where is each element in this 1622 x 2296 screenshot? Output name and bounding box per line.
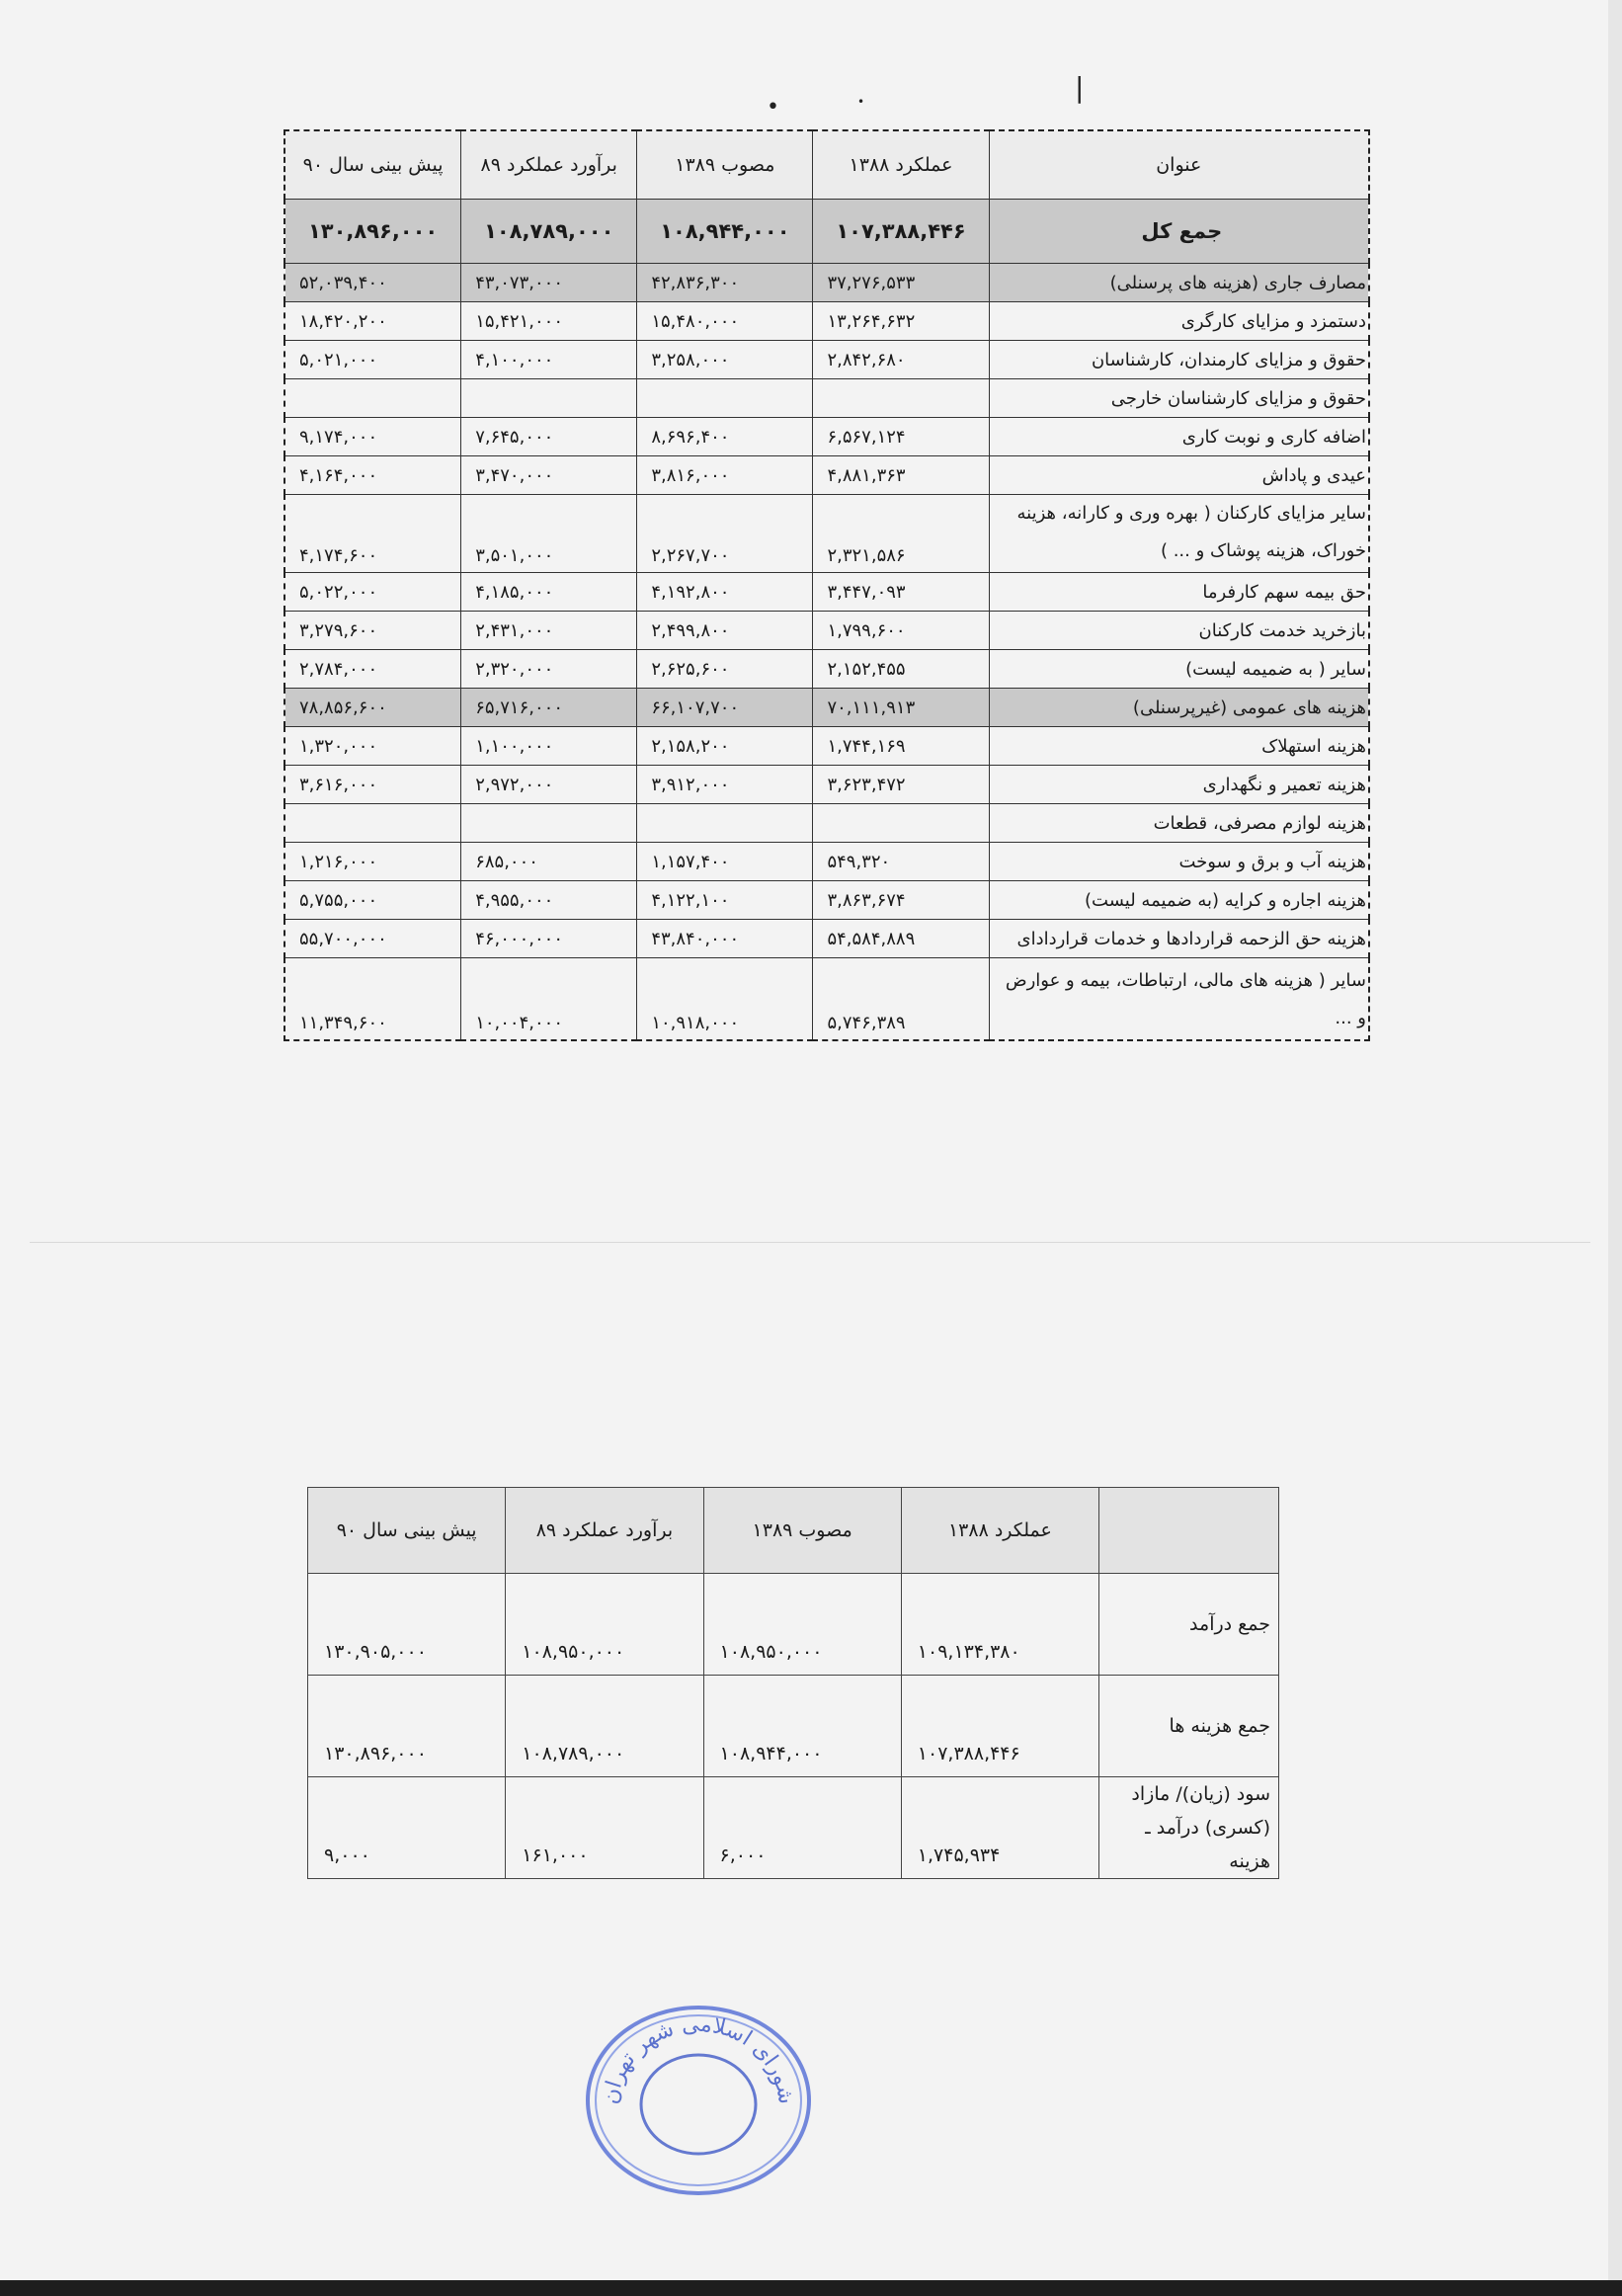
total-actual-88: ۱۰۷,۳۸۸,۴۴۶ bbox=[813, 200, 989, 264]
row-forecast-90: ۱,۳۲۰,۰۰۰ bbox=[284, 727, 461, 766]
scan-mark-stroke: | bbox=[1075, 71, 1085, 104]
row-forecast-90: ۵۲,۰۳۹,۴۰۰ bbox=[284, 264, 461, 302]
row-forecast-90: ۱۱,۳۴۹,۶۰۰ bbox=[284, 958, 461, 1041]
row-title: حق بیمه سهم کارفرما bbox=[989, 573, 1369, 612]
row-actual-88: ۳,۸۶۳,۶۷۴ bbox=[813, 881, 989, 920]
row-estimate-89: ۴۳,۰۷۳,۰۰۰ bbox=[461, 264, 637, 302]
summary-forecast-90: ۱۳۰,۸۹۶,۰۰۰ bbox=[308, 1676, 506, 1777]
row-forecast-90 bbox=[284, 379, 461, 418]
row-estimate-89: ۷,۶۴۵,۰۰۰ bbox=[461, 418, 637, 456]
row-approved-89: ۴۳,۸۴۰,۰۰۰ bbox=[637, 920, 813, 958]
row-actual-88: ۵۴,۵۸۴,۸۸۹ bbox=[813, 920, 989, 958]
table-row bbox=[284, 881, 1369, 920]
row-approved-89: ۴,۱۲۲,۱۰۰ bbox=[637, 881, 813, 920]
row-estimate-89: ۳,۵۰۱,۰۰۰ bbox=[461, 495, 637, 573]
row-actual-88: ۲,۳۲۱,۵۸۶ bbox=[813, 495, 989, 573]
row-estimate-89: ۱۵,۴۲۱,۰۰۰ bbox=[461, 302, 637, 341]
budget-total-row bbox=[284, 200, 1369, 264]
row-approved-89: ۸,۶۹۶,۴۰۰ bbox=[637, 418, 813, 456]
table-row bbox=[284, 418, 1369, 456]
row-title: سایر مزایای کارکنان ( بهره وری و کارانه، هزینه خوراک، هزینه پوشاک و ... ) bbox=[989, 495, 1369, 573]
row-approved-89: ۱۵,۴۸۰,۰۰۰ bbox=[637, 302, 813, 341]
row-title: اضافه کاری و نوبت کاری bbox=[989, 418, 1369, 456]
row-approved-89: ۳,۸۱۶,۰۰۰ bbox=[637, 456, 813, 495]
row-title: هزینه تعمیر و نگهداری bbox=[989, 766, 1369, 804]
row-title: مصارف جاری (هزینه های پرسنلی) bbox=[989, 264, 1369, 302]
summary-actual-88: ۱۰۹,۱۳۴,۳۸۰ bbox=[901, 1574, 1098, 1676]
summary-header-estimate-89: برآورد عملکرد ۸۹ bbox=[506, 1488, 703, 1574]
row-actual-88: ۵,۷۴۶,۳۸۹ bbox=[813, 958, 989, 1041]
table-row bbox=[284, 804, 1369, 843]
row-approved-89 bbox=[637, 379, 813, 418]
summary-approved-89: ۱۰۸,۹۵۰,۰۰۰ bbox=[703, 1574, 901, 1676]
row-estimate-89 bbox=[461, 379, 637, 418]
row-actual-88: ۷۰,۱۱۱,۹۱۳ bbox=[813, 689, 989, 727]
header-forecast-90: پیش بینی سال ۹۰ bbox=[284, 130, 461, 200]
row-estimate-89 bbox=[461, 804, 637, 843]
row-actual-88 bbox=[813, 804, 989, 843]
row-forecast-90: ۵۵,۷۰۰,۰۰۰ bbox=[284, 920, 461, 958]
summary-row-title: جمع درآمد bbox=[1099, 1574, 1279, 1676]
scan-right-edge bbox=[1608, 0, 1622, 2280]
summary-header-title bbox=[1099, 1488, 1279, 1574]
table-row bbox=[284, 341, 1369, 379]
header-estimate-89: برآورد عملکرد ۸۹ bbox=[461, 130, 637, 200]
seal-text: شورای اسلامی شهر تهران bbox=[598, 2011, 799, 2106]
table-row bbox=[284, 264, 1369, 302]
row-title: بازخرید خدمت کارکنان bbox=[989, 612, 1369, 650]
row-approved-89: ۴۲,۸۳۶,۳۰۰ bbox=[637, 264, 813, 302]
table-row bbox=[284, 573, 1369, 612]
row-estimate-89: ۶۸۵,۰۰۰ bbox=[461, 843, 637, 881]
row-approved-89 bbox=[637, 804, 813, 843]
page-fold-line bbox=[30, 1242, 1590, 1243]
row-estimate-89: ۳,۴۷۰,۰۰۰ bbox=[461, 456, 637, 495]
row-actual-88: ۱۳,۲۶۴,۶۳۲ bbox=[813, 302, 989, 341]
summary-row-profit bbox=[308, 1777, 1279, 1879]
table-row bbox=[284, 766, 1369, 804]
summary-row-title: سود (زیان)/ مازاد (کسری) درآمد ـ هزینه bbox=[1099, 1777, 1279, 1879]
table-row bbox=[284, 920, 1369, 958]
row-approved-89: ۴,۱۹۲,۸۰۰ bbox=[637, 573, 813, 612]
row-forecast-90: ۷۸,۸۵۶,۶۰۰ bbox=[284, 689, 461, 727]
table-row bbox=[284, 689, 1369, 727]
row-forecast-90: ۵,۰۲۲,۰۰۰ bbox=[284, 573, 461, 612]
summary-actual-88: ۱۰۷,۳۸۸,۴۴۶ bbox=[901, 1676, 1098, 1777]
summary-header-row bbox=[308, 1488, 1279, 1574]
row-estimate-89: ۲,۴۳۱,۰۰۰ bbox=[461, 612, 637, 650]
row-forecast-90: ۹,۱۷۴,۰۰۰ bbox=[284, 418, 461, 456]
summary-estimate-89: ۱۰۸,۹۵۰,۰۰۰ bbox=[506, 1574, 703, 1676]
header-approved-89: مصوب ۱۳۸۹ bbox=[637, 130, 813, 200]
row-actual-88: ۲,۸۴۲,۶۸۰ bbox=[813, 341, 989, 379]
row-forecast-90: ۵,۷۵۵,۰۰۰ bbox=[284, 881, 461, 920]
summary-forecast-90: ۹,۰۰۰ bbox=[308, 1777, 506, 1879]
header-title: عنوان bbox=[989, 130, 1369, 200]
row-title: هزینه آب و برق و سوخت bbox=[989, 843, 1369, 881]
row-actual-88: ۱,۷۴۴,۱۶۹ bbox=[813, 727, 989, 766]
table-row bbox=[284, 727, 1369, 766]
row-forecast-90: ۳,۲۷۹,۶۰۰ bbox=[284, 612, 461, 650]
header-actual-88: عملکرد ۱۳۸۸ bbox=[813, 130, 989, 200]
row-estimate-89: ۴,۹۵۵,۰۰۰ bbox=[461, 881, 637, 920]
row-actual-88: ۲,۱۵۲,۴۵۵ bbox=[813, 650, 989, 689]
row-actual-88: ۵۴۹,۳۲۰ bbox=[813, 843, 989, 881]
summary-estimate-89: ۱۶۱,۰۰۰ bbox=[506, 1777, 703, 1879]
table-row bbox=[284, 302, 1369, 341]
row-forecast-90: ۴,۱۶۴,۰۰۰ bbox=[284, 456, 461, 495]
row-title: هزینه های عمومی (غیرپرسنلی) bbox=[989, 689, 1369, 727]
row-forecast-90: ۲,۷۸۴,۰۰۰ bbox=[284, 650, 461, 689]
summary-row-income bbox=[308, 1574, 1279, 1676]
row-forecast-90: ۵,۰۲۱,۰۰۰ bbox=[284, 341, 461, 379]
row-forecast-90: ۳,۶۱۶,۰۰۰ bbox=[284, 766, 461, 804]
table-row bbox=[284, 958, 1369, 1041]
row-approved-89: ۲,۴۹۹,۸۰۰ bbox=[637, 612, 813, 650]
row-approved-89: ۲,۲۶۷,۷۰۰ bbox=[637, 495, 813, 573]
row-approved-89: ۱۰,۹۱۸,۰۰۰ bbox=[637, 958, 813, 1041]
row-estimate-89: ۱,۱۰۰,۰۰۰ bbox=[461, 727, 637, 766]
row-title: حقوق و مزایای کارشناسان خارجی bbox=[989, 379, 1369, 418]
row-actual-88: ۴,۸۸۱,۳۶۳ bbox=[813, 456, 989, 495]
row-estimate-89: ۲,۹۷۲,۰۰۰ bbox=[461, 766, 637, 804]
row-actual-88: ۶,۵۶۷,۱۲۴ bbox=[813, 418, 989, 456]
row-actual-88 bbox=[813, 379, 989, 418]
row-approved-89: ۳,۲۵۸,۰۰۰ bbox=[637, 341, 813, 379]
total-forecast-90: ۱۳۰,۸۹۶,۰۰۰ bbox=[284, 200, 461, 264]
summary-table bbox=[307, 1487, 1279, 1879]
total-approved-89: ۱۰۸,۹۴۴,۰۰۰ bbox=[637, 200, 813, 264]
row-approved-89: ۱,۱۵۷,۴۰۰ bbox=[637, 843, 813, 881]
budget-table bbox=[284, 129, 1370, 1041]
row-title: سایر ( به ضمیمه لیست) bbox=[989, 650, 1369, 689]
table-row bbox=[284, 650, 1369, 689]
summary-header-approved-89: مصوب ۱۳۸۹ bbox=[703, 1488, 901, 1574]
table-row bbox=[284, 843, 1369, 881]
row-approved-89: ۶۶,۱۰۷,۷۰۰ bbox=[637, 689, 813, 727]
row-title: هزینه لوازم مصرفی، قطعات bbox=[989, 804, 1369, 843]
row-forecast-90: ۱۸,۴۲۰,۲۰۰ bbox=[284, 302, 461, 341]
row-estimate-89: ۱۰,۰۰۴,۰۰۰ bbox=[461, 958, 637, 1041]
summary-approved-89: ۱۰۸,۹۴۴,۰۰۰ bbox=[703, 1676, 901, 1777]
row-actual-88: ۳,۶۲۳,۴۷۲ bbox=[813, 766, 989, 804]
summary-row-expenses bbox=[308, 1676, 1279, 1777]
row-title: هزینه اجاره و کرایه (به ضمیمه لیست) bbox=[989, 881, 1369, 920]
row-title: سایر ( هزینه های مالی، ارتباطات، بیمه و عوارض و ... bbox=[989, 958, 1369, 1041]
row-estimate-89: ۴,۱۰۰,۰۰۰ bbox=[461, 341, 637, 379]
row-approved-89: ۲,۱۵۸,۲۰۰ bbox=[637, 727, 813, 766]
summary-approved-89: ۶,۰۰۰ bbox=[703, 1777, 901, 1879]
row-estimate-89: ۴۶,۰۰۰,۰۰۰ bbox=[461, 920, 637, 958]
row-title: هزینه استهلاک bbox=[989, 727, 1369, 766]
row-estimate-89: ۶۵,۷۱۶,۰۰۰ bbox=[461, 689, 637, 727]
row-estimate-89: ۴,۱۸۵,۰۰۰ bbox=[461, 573, 637, 612]
row-forecast-90: ۱,۲۱۶,۰۰۰ bbox=[284, 843, 461, 881]
scan-mark-dot: • bbox=[767, 95, 779, 120]
table-row bbox=[284, 495, 1369, 573]
row-title: دستمزد و مزایای کارگری bbox=[989, 302, 1369, 341]
row-forecast-90 bbox=[284, 804, 461, 843]
row-actual-88: ۱,۷۹۹,۶۰۰ bbox=[813, 612, 989, 650]
row-forecast-90: ۴,۱۷۴,۶۰۰ bbox=[284, 495, 461, 573]
scan-bottom-edge bbox=[0, 2280, 1622, 2296]
council-seal-stamp bbox=[580, 1998, 817, 2195]
table-row bbox=[284, 612, 1369, 650]
scan-mark-dot-small: • bbox=[857, 95, 865, 109]
budget-header-row bbox=[284, 130, 1369, 200]
row-actual-88: ۳۷,۲۷۶,۵۳۳ bbox=[813, 264, 989, 302]
row-approved-89: ۳,۹۱۲,۰۰۰ bbox=[637, 766, 813, 804]
summary-header-actual-88: عملکرد ۱۳۸۸ bbox=[901, 1488, 1098, 1574]
summary-header-forecast-90: پیش بینی سال ۹۰ bbox=[308, 1488, 506, 1574]
row-approved-89: ۲,۶۲۵,۶۰۰ bbox=[637, 650, 813, 689]
row-title: عیدی و پاداش bbox=[989, 456, 1369, 495]
summary-forecast-90: ۱۳۰,۹۰۵,۰۰۰ bbox=[308, 1574, 506, 1676]
row-estimate-89: ۲,۳۲۰,۰۰۰ bbox=[461, 650, 637, 689]
table-row bbox=[284, 456, 1369, 495]
row-actual-88: ۳,۴۴۷,۰۹۳ bbox=[813, 573, 989, 612]
row-title: حقوق و مزایای کارمندان، کارشناسان bbox=[989, 341, 1369, 379]
table-row bbox=[284, 379, 1369, 418]
total-title: جمع کل bbox=[989, 200, 1369, 264]
total-estimate-89: ۱۰۸,۷۸۹,۰۰۰ bbox=[461, 200, 637, 264]
row-title: هزینه حق الزحمه قراردادها و خدمات قراردادای bbox=[989, 920, 1369, 958]
summary-estimate-89: ۱۰۸,۷۸۹,۰۰۰ bbox=[506, 1676, 703, 1777]
summary-row-title: جمع هزینه ها bbox=[1099, 1676, 1279, 1777]
summary-actual-88: ۱,۷۴۵,۹۳۴ bbox=[901, 1777, 1098, 1879]
